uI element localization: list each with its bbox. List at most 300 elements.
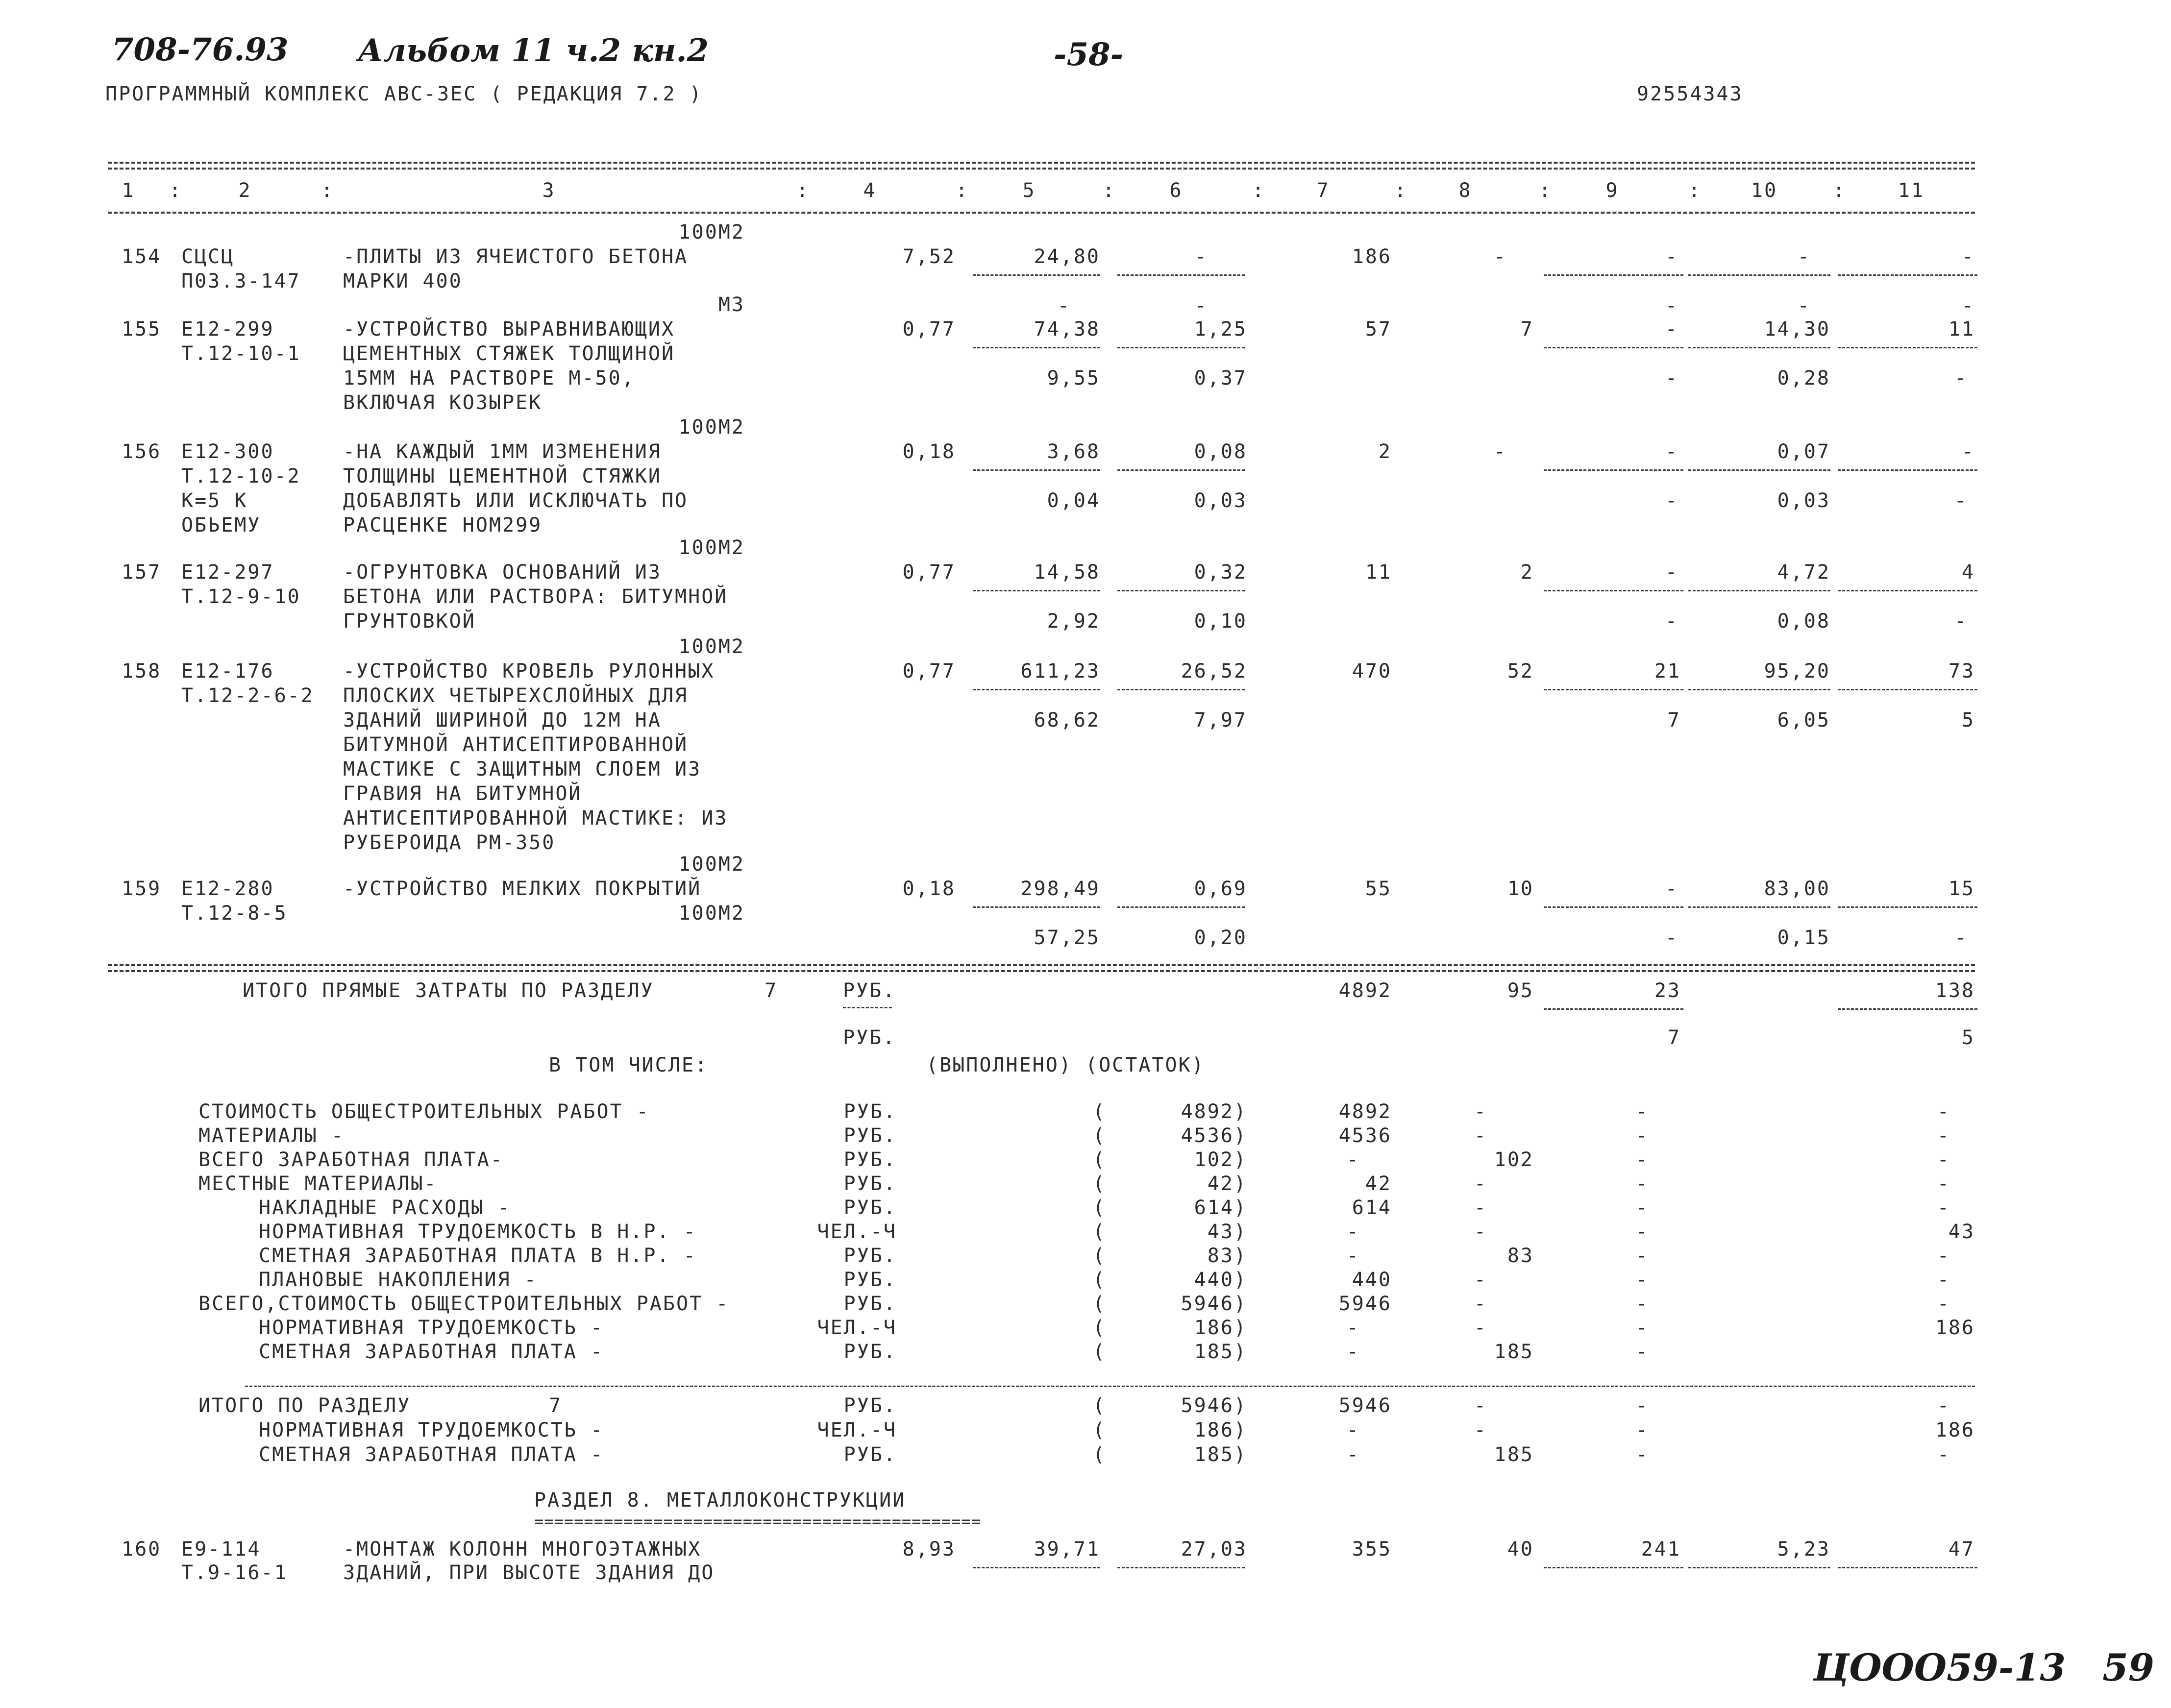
including-header: (ВЫПОЛНЕНО) (ОСТАТОК) — [926, 1054, 1205, 1076]
column-header-4: 4 — [863, 179, 877, 202]
row-description: ТОЛЩИНЫ ЦЕМЕНТНОЙ СТЯЖКИ — [343, 465, 662, 488]
qty-cell: 0,18 — [902, 878, 956, 900]
col5-cell: 298,49 — [1020, 878, 1100, 900]
sub-rule — [1117, 689, 1245, 690]
row-code: Е12-280 — [181, 878, 274, 900]
col5-subvalue: 57,25 — [1034, 927, 1100, 949]
col10-subvalue: 6,05 — [1777, 709, 1830, 732]
summary-col8: - — [1474, 1124, 1487, 1147]
summary-label: СМЕТНАЯ ЗАРАБОТНАЯ ПЛАТА В Н.Р. - — [259, 1244, 697, 1267]
unit-rule — [843, 1007, 892, 1008]
row-description: -УСТРОЙСТВО КРОВЕЛЬ РУЛОННЫХ — [343, 660, 715, 683]
summary-value: 83) — [1207, 1244, 1247, 1267]
summary-value: 5946) — [1181, 1394, 1247, 1417]
row-code: Т.12-8-5 — [181, 902, 288, 925]
summary-col7: - — [1346, 1341, 1360, 1363]
col8-cell: 40 — [1507, 1538, 1534, 1561]
summary-col11: - — [1937, 1244, 1950, 1267]
summary-value: 4536) — [1181, 1124, 1247, 1147]
row-description: МАСТИКЕ С ЗАЩИТНЫМ СЛОЕМ ИЗ — [343, 758, 702, 781]
sheet-number-handwritten: 59 — [2102, 1646, 2154, 1689]
summary-unit: РУБ. — [843, 1341, 897, 1363]
summary-section: 7 — [549, 1394, 563, 1417]
column-separator: : — [1252, 179, 1266, 202]
row-description: 15ММ НА РАСТВОРЕ М-50, — [343, 367, 635, 390]
section-rule-2 — [108, 970, 1975, 972]
summary-col9: - — [1635, 1394, 1649, 1417]
summary-unit: ЧЕЛ.-Ч — [817, 1220, 897, 1243]
document-id: 92554343 — [1637, 83, 1743, 105]
column-header-5: 5 — [1022, 179, 1036, 202]
summary-paren: ( — [1093, 1196, 1107, 1219]
summary-label: НОРМАТИВНАЯ ТРУДОЕМКОСТЬ В Н.Р. - — [259, 1220, 697, 1243]
col6-subvalue: 0,03 — [1194, 489, 1247, 512]
summary-label: ВСЕГО ЗАРАБОТНАЯ ПЛАТА- — [198, 1148, 504, 1171]
section-total-col7: 4892 — [1338, 979, 1392, 1002]
col7-cell: 186 — [1352, 245, 1392, 268]
summary-col11: - — [1937, 1269, 1950, 1291]
summary-unit: РУБ. — [843, 1148, 897, 1171]
sub-rule — [1838, 1567, 1977, 1568]
col6-cell: 0,69 — [1194, 878, 1247, 900]
column-header-8: 8 — [1458, 179, 1472, 202]
summary-paren: ( — [1093, 1244, 1107, 1267]
sub-rule — [1838, 689, 1977, 690]
row-description: ЗДАНИЙ ШИРИНОЙ ДО 12М НА — [343, 709, 662, 732]
sub-rule — [1544, 274, 1683, 276]
section-total-unit: РУБ. — [843, 979, 896, 1002]
summary-col9: - — [1635, 1443, 1649, 1466]
summary-col8: - — [1474, 1269, 1487, 1291]
section-total-col9-sub: 7 — [1667, 1026, 1681, 1049]
col10-cell: 14,30 — [1764, 318, 1830, 341]
summary-col8: 185 — [1494, 1443, 1534, 1466]
summary-paren: ( — [1093, 1317, 1107, 1339]
col8-cell: 7 — [1520, 318, 1534, 341]
summary-col9: - — [1635, 1172, 1649, 1195]
summary-col7: 5946 — [1338, 1293, 1392, 1315]
qty-cell: 0,77 — [902, 318, 956, 341]
sub-rule — [1117, 906, 1245, 908]
sub-rule — [973, 274, 1100, 276]
summary-col9: - — [1635, 1293, 1649, 1315]
row-description: МАРКИ 400 — [343, 270, 463, 293]
summary-col8: - — [1474, 1394, 1487, 1417]
column-separator: : — [956, 179, 969, 202]
row-description: -МОНТАЖ КОЛОНН МНОГОЭТАЖНЫХ — [343, 1538, 702, 1561]
program-title: ПРОГРАММНЫЙ КОМПЛЕКС АВС-ЗЕС ( РЕДАКЦИЯ 7.2 ) — [105, 83, 703, 105]
row-description: -ОГРУНТОВКА ОСНОВАНИЙ ИЗ — [343, 561, 662, 584]
summary-col11: - — [1937, 1172, 1950, 1195]
col7-cell: 470 — [1352, 660, 1392, 683]
summary-rule — [245, 1386, 1975, 1387]
row-code: Т.12-10-2 — [181, 465, 301, 488]
row-description: РАСЦЕНКЕ НОМ299 — [343, 514, 543, 537]
empty-cell-dash: - — [1797, 294, 1811, 317]
row-code: Е12-297 — [181, 561, 274, 584]
col9-cell: 241 — [1641, 1538, 1681, 1561]
summary-value: 185) — [1194, 1341, 1247, 1363]
col7-cell: 2 — [1378, 440, 1392, 463]
row-description: БИТУМНОЙ АНТИСЕПТИРОВАННОЙ — [343, 733, 689, 756]
col10-cell: 95,20 — [1764, 660, 1830, 683]
summary-col7: 440 — [1352, 1269, 1392, 1291]
column-separator: : — [1394, 179, 1408, 202]
col11-subvalue: - — [1954, 610, 1968, 633]
sub-rule — [1838, 469, 1977, 471]
col5-subvalue: 0,04 — [1047, 489, 1100, 512]
next-section-title: РАЗДЕЛ 8. МЕТАЛЛОКОНСТРУКЦИИ — [534, 1489, 906, 1512]
summary-unit: РУБ. — [843, 1293, 897, 1315]
col5-cell: 39,71 — [1034, 1538, 1100, 1561]
summary-col7: - — [1346, 1148, 1360, 1171]
summary-label: ВСЕГО,СТОИМОСТЬ ОБЩЕСТРОИТЕЛЬНЫХ РАБОТ - — [198, 1293, 730, 1315]
section-rule-1 — [108, 964, 1975, 966]
col10-subvalue: 0,03 — [1777, 489, 1830, 512]
stamp-handwritten: ЦООО59-13 — [1813, 1646, 2066, 1689]
summary-col9: - — [1635, 1220, 1649, 1243]
row-number: 155 — [122, 318, 162, 341]
summary-col9: - — [1635, 1244, 1649, 1267]
top-rule-2 — [108, 168, 1975, 170]
col5-cell: 74,38 — [1034, 318, 1100, 341]
summary-label: ИТОГО ПО РАЗДЕЛУ — [198, 1394, 411, 1417]
summary-label: НОРМАТИВНАЯ ТРУДОЕМКОСТЬ - — [259, 1419, 604, 1441]
summary-paren: ( — [1093, 1293, 1107, 1315]
unit-label: 100М2 — [678, 853, 745, 876]
section-total-number: 7 — [765, 979, 778, 1002]
summary-col9: - — [1635, 1100, 1649, 1123]
summary-paren: ( — [1093, 1269, 1107, 1291]
sub-rule — [1688, 347, 1830, 348]
col6-cell: 26,52 — [1181, 660, 1247, 683]
summary-label: СТОИМОСТЬ ОБЩЕСТРОИТЕЛЬНЫХ РАБОТ - — [198, 1100, 650, 1123]
col6-cell: 0,08 — [1194, 440, 1247, 463]
summary-value: 614) — [1194, 1196, 1247, 1219]
col9-cell: - — [1665, 561, 1678, 584]
row-code: К=5 К — [181, 489, 248, 512]
summary-value: 42) — [1207, 1172, 1247, 1195]
row-number: 156 — [122, 440, 162, 463]
sub-rule — [973, 590, 1100, 591]
col9-subvalue: - — [1665, 489, 1678, 512]
col6-cell: - — [1194, 245, 1208, 268]
summary-col7: - — [1346, 1317, 1360, 1339]
sub-rule — [1688, 689, 1830, 690]
summary-value: 185) — [1194, 1443, 1247, 1466]
summary-value: 102) — [1194, 1148, 1247, 1171]
sub-rule — [973, 689, 1100, 690]
unit-label: 100М2 — [678, 635, 745, 658]
col9-cell: - — [1665, 245, 1678, 268]
summary-value: 186) — [1194, 1419, 1247, 1441]
summary-col9: - — [1635, 1124, 1649, 1147]
summary-col7: - — [1346, 1419, 1360, 1441]
summary-col8: 185 — [1494, 1341, 1534, 1363]
summary-paren: ( — [1093, 1148, 1107, 1171]
row-description: -НА КАЖДЫЙ 1ММ ИЗМЕНЕНИЯ — [343, 440, 662, 463]
col7-cell: 355 — [1352, 1538, 1392, 1561]
row-number: 157 — [122, 561, 162, 584]
summary-col7: 4536 — [1338, 1124, 1392, 1147]
column-header-9: 9 — [1605, 179, 1619, 202]
col7-cell: 55 — [1365, 878, 1392, 900]
col11-cell: 73 — [1948, 660, 1975, 683]
col6-subvalue: 0,20 — [1194, 927, 1247, 949]
row-description: ГРУНТОВКОЙ — [343, 610, 476, 633]
summary-paren: ( — [1093, 1394, 1107, 1417]
col11-subvalue: - — [1954, 489, 1968, 512]
row-code: Т.9-16-1 — [181, 1562, 288, 1584]
row-code: ОБЬЕМУ — [181, 514, 261, 537]
summary-col9: - — [1635, 1341, 1649, 1363]
summary-col9: - — [1635, 1419, 1649, 1441]
col10-subvalue: 0,28 — [1777, 367, 1830, 390]
summary-col11: - — [1937, 1293, 1950, 1315]
header-bottom-rule — [108, 212, 1975, 214]
qty-cell: 7,52 — [902, 245, 956, 268]
col7-cell: 57 — [1365, 318, 1392, 341]
doc-code-handwritten: 708-76.93 — [112, 31, 289, 68]
summary-col11: 186 — [1935, 1317, 1975, 1339]
summary-col8: - — [1474, 1172, 1487, 1195]
col6-subvalue: 0,37 — [1194, 367, 1247, 390]
col8-cell: 10 — [1507, 878, 1534, 900]
row-number: 159 — [122, 878, 162, 900]
col10-subvalue: 0,15 — [1777, 927, 1830, 949]
summary-col9: - — [1635, 1269, 1649, 1291]
unit-label: 100М2 — [678, 537, 745, 559]
unit-label: 100М2 — [678, 416, 745, 439]
summary-col11: - — [1937, 1196, 1950, 1219]
summary-unit: ЧЕЛ.-Ч — [817, 1317, 897, 1339]
summary-label: НОРМАТИВНАЯ ТРУДОЕМКОСТЬ - — [259, 1317, 604, 1339]
row-number: 160 — [122, 1538, 162, 1561]
summary-unit: РУБ. — [843, 1196, 897, 1219]
col10-cell: 4,72 — [1777, 561, 1830, 584]
summary-paren: ( — [1093, 1124, 1107, 1147]
summary-col7: - — [1346, 1244, 1360, 1267]
col10-cell: - — [1797, 245, 1811, 268]
summary-label: ПЛАНОВЫЕ НАКОПЛЕНИЯ - — [259, 1269, 538, 1291]
summary-value: 186) — [1194, 1317, 1247, 1339]
row-description: АНТИСЕПТИРОВАННОЙ МАСТИКЕ: ИЗ — [343, 807, 728, 830]
col9-cell: - — [1665, 440, 1678, 463]
col11-cell: - — [1961, 440, 1975, 463]
sub-rule — [1838, 347, 1977, 348]
col6-cell: 1,25 — [1194, 318, 1247, 341]
summary-col8: - — [1474, 1419, 1487, 1441]
summary-col8: - — [1474, 1293, 1487, 1315]
row-code: СЦСЦ — [181, 245, 235, 268]
row-number: 154 — [122, 245, 162, 268]
sub-rule — [973, 469, 1100, 471]
summary-value: 43) — [1207, 1220, 1247, 1243]
summary-col8: - — [1474, 1220, 1487, 1243]
row-description: ДОБАВЛЯТЬ ИЛИ ИСКЛЮЧАТЬ ПО — [343, 489, 689, 512]
col10-cell: 83,00 — [1764, 878, 1830, 900]
col10-subvalue: 0,08 — [1777, 610, 1830, 633]
summary-unit: РУБ. — [843, 1100, 897, 1123]
col5-cell: 14,58 — [1034, 561, 1100, 584]
summary-paren: ( — [1093, 1100, 1107, 1123]
summary-unit: РУБ. — [843, 1172, 897, 1195]
column-separator: : — [1539, 179, 1553, 202]
qty-cell: 8,93 — [902, 1538, 956, 1561]
col11-cell: 11 — [1948, 318, 1975, 341]
summary-paren: ( — [1093, 1172, 1107, 1195]
including-label: В ТОМ ЧИСЛЕ: — [549, 1054, 708, 1076]
col9-subvalue: - — [1665, 610, 1678, 633]
col9-subvalue: - — [1665, 927, 1678, 949]
sub-rule — [1838, 274, 1977, 276]
col11-subvalue: - — [1954, 927, 1968, 949]
col8-cell: - — [1493, 440, 1507, 463]
column-header-3: 3 — [542, 179, 556, 202]
unit-label: 100М2 — [678, 221, 745, 244]
row-description: ГРАВИЯ НА БИТУМНОЙ — [343, 782, 582, 805]
summary-col8: - — [1474, 1100, 1487, 1123]
col11-cell: 15 — [1948, 878, 1975, 900]
row-description: РУБЕРОИДА РМ-350 — [343, 831, 556, 854]
row-description: -ПЛИТЫ ИЗ ЯЧЕИСТОГО БЕТОНА — [343, 245, 689, 268]
summary-col7: 42 — [1365, 1172, 1392, 1195]
sub-rule — [973, 1567, 1100, 1568]
row-code: Е12-299 — [181, 318, 274, 341]
row-code: Е12-176 — [181, 660, 274, 683]
summary-value: 440) — [1194, 1269, 1247, 1291]
summary-col11: 43 — [1948, 1220, 1975, 1243]
col7-cell: 11 — [1365, 561, 1392, 584]
col11-cell: 47 — [1948, 1538, 1975, 1561]
summary-paren: ( — [1093, 1443, 1107, 1466]
top-rule-1 — [108, 162, 1975, 164]
summary-unit: РУБ. — [843, 1394, 897, 1417]
sub-rule — [1688, 274, 1830, 276]
album-handwritten: Альбом 11 ч.2 кн.2 — [358, 32, 709, 69]
summary-col7: 5946 — [1338, 1394, 1392, 1417]
row-description: БЕТОНА ИЛИ РАСТВОРА: БИТУМНОЙ — [343, 586, 728, 608]
column-header-6: 6 — [1169, 179, 1183, 202]
row-description: ПЛОСКИХ ЧЕТЫРЕХСЛОЙНЫХ ДЛЯ — [343, 684, 689, 707]
section-total-col11: 138 — [1935, 979, 1975, 1002]
summary-label: СМЕТНАЯ ЗАРАБОТНАЯ ПЛАТА - — [259, 1341, 604, 1363]
summary-unit: РУБ. — [843, 1269, 897, 1291]
col5-cell: 3,68 — [1047, 440, 1100, 463]
section-total-col9: 23 — [1654, 979, 1681, 1002]
sub-rule — [1688, 1567, 1830, 1568]
row-number: 158 — [122, 660, 162, 683]
row-description: -УСТРОЙСТВО ВЫРАВНИВАЮЩИХ — [343, 318, 675, 341]
col6-subvalue: 7,97 — [1194, 709, 1247, 732]
col6-subvalue: 0,10 — [1194, 610, 1247, 633]
column-separator: : — [1688, 179, 1702, 202]
sub-rule — [1838, 1008, 1977, 1010]
col5-cell: 611,23 — [1020, 660, 1100, 683]
col9-cell: 21 — [1654, 660, 1681, 683]
summary-col11: - — [1937, 1394, 1950, 1417]
summary-unit: РУБ. — [843, 1124, 897, 1147]
summary-col7: 614 — [1352, 1196, 1392, 1219]
page-number-handwritten: -58- — [1054, 36, 1124, 73]
summary-col7: 4892 — [1338, 1100, 1392, 1123]
section-title-underline: ============================================= — [534, 1516, 981, 1526]
summary-unit: РУБ. — [843, 1244, 897, 1267]
col10-cell: 0,07 — [1777, 440, 1830, 463]
sub-rule — [1117, 469, 1245, 471]
summary-col8: 102 — [1494, 1148, 1534, 1171]
sub-rule — [1544, 1008, 1683, 1010]
column-header-7: 7 — [1316, 179, 1330, 202]
column-separator: : — [169, 179, 183, 202]
sub-rule — [1838, 906, 1977, 908]
summary-unit: РУБ. — [843, 1443, 897, 1466]
col11-subvalue: 5 — [1961, 709, 1975, 732]
row-description: ЗДАНИЙ, ПРИ ВЫСОТЕ ЗДАНИЯ ДО — [343, 1562, 715, 1584]
column-separator: : — [796, 179, 810, 202]
col5-subvalue: 68,62 — [1034, 709, 1100, 732]
sub-rule — [1688, 590, 1830, 591]
col10-cell: 5,23 — [1777, 1538, 1830, 1561]
col11-subvalue: - — [1954, 367, 1968, 390]
col6-cell: 27,03 — [1181, 1538, 1247, 1561]
qty-cell: 0,77 — [902, 660, 956, 683]
column-header-10: 10 — [1751, 179, 1778, 202]
qty-cell: 0,77 — [902, 561, 956, 584]
summary-paren: ( — [1093, 1220, 1107, 1243]
sub-rule — [1544, 469, 1683, 471]
summary-value: 5946) — [1181, 1293, 1247, 1315]
summary-paren: ( — [1093, 1341, 1107, 1363]
summary-label: МАТЕРИАЛЫ - — [198, 1124, 345, 1147]
column-header-1: 1 — [122, 179, 135, 202]
sub-rule — [1117, 590, 1245, 591]
sub-rule — [1838, 590, 1977, 591]
column-separator: : — [321, 179, 335, 202]
summary-col8: - — [1474, 1317, 1487, 1339]
sub-rule — [1544, 347, 1683, 348]
sub-rule — [1544, 590, 1683, 591]
summary-col8: 83 — [1507, 1244, 1534, 1267]
row-code: П03.3-147 — [181, 270, 301, 293]
sub-rule — [1544, 1567, 1683, 1568]
row-description: ВКЛЮЧАЯ КОЗЫРЕК — [343, 391, 543, 414]
sub-rule — [1544, 689, 1683, 690]
empty-cell-dash: - — [1961, 294, 1975, 317]
col5-cell: 24,80 — [1034, 245, 1100, 268]
summary-col9: - — [1635, 1148, 1649, 1171]
column-separator: : — [1833, 179, 1847, 202]
summary-col7: - — [1346, 1220, 1360, 1243]
col5-subvalue: 9,55 — [1047, 367, 1100, 390]
sub-rule — [1688, 469, 1830, 471]
column-separator: : — [1103, 179, 1116, 202]
summary-col11: - — [1937, 1124, 1950, 1147]
section-total-col11-sub: 5 — [1961, 1026, 1975, 1049]
row-code: Т.12-9-10 — [181, 586, 301, 608]
summary-label: СМЕТНАЯ ЗАРАБОТНАЯ ПЛАТА - — [259, 1443, 604, 1466]
row-code: Т.12-10-1 — [181, 342, 301, 365]
section-total-label: ИТОГО ПРЯМЫЕ ЗАТРАТЫ ПО РАЗДЕЛУ — [243, 979, 654, 1002]
sub-rule — [1117, 274, 1245, 276]
empty-cell-dash: - — [1057, 294, 1071, 317]
col8-cell: 2 — [1520, 561, 1534, 584]
section-total-col8: 95 — [1507, 979, 1534, 1002]
summary-paren: ( — [1093, 1419, 1107, 1441]
empty-cell-dash: - — [1194, 294, 1208, 317]
summary-col9: - — [1635, 1317, 1649, 1339]
col11-cell: - — [1961, 245, 1975, 268]
